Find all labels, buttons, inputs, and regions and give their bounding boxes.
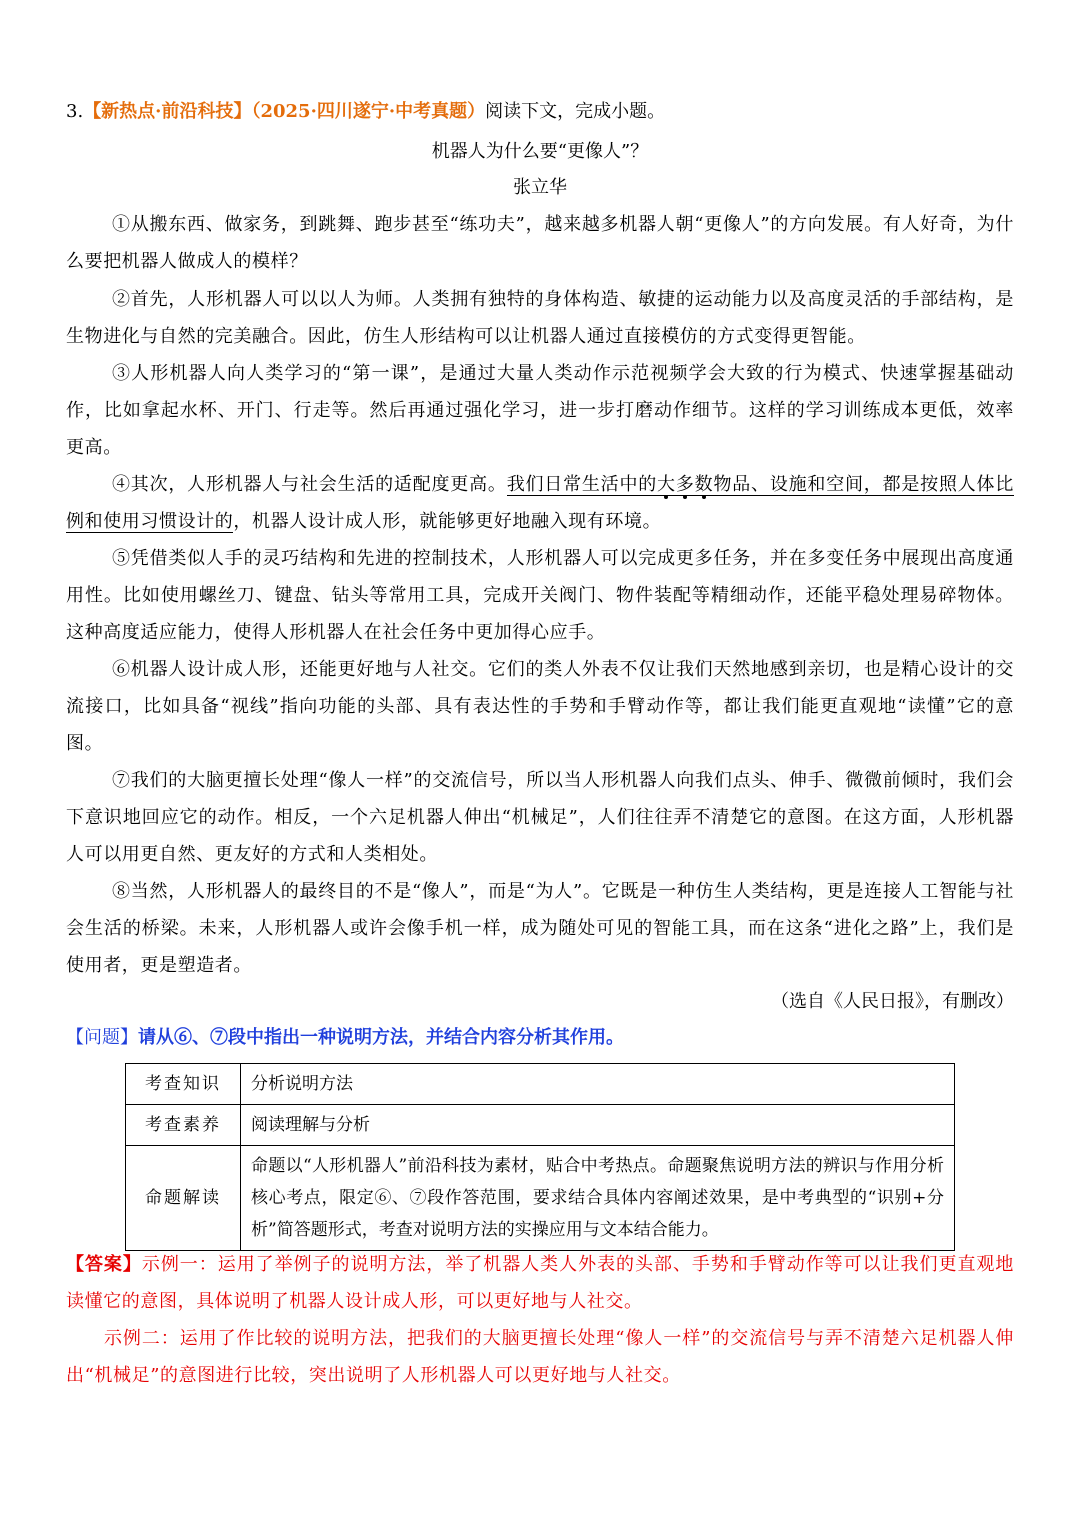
question-text: 请从⑥、⑦段中指出一种说明方法，并结合内容分析其作用。 — [138, 1027, 624, 1048]
answer-example-1-text: 示例一：运用了举例子的说明方法，举了机器人类人外表的头部、手势和手臂动作等可以让我们更直观地读懂它的意图，具体说明了机器人设计成人形，可以更好地与人社交。 — [66, 1254, 1014, 1312]
table-value-cell: 命题以“人形机器人”前沿科技为素材，贴合中考热点。命题聚焦说明方法的辨识与作用分析核心考点，限定⑥、⑦段作答范围，要求结合具体内容阐述效果，是中考典型的“识别+分析”简答题形式，考查对说明方法的实操应用与文本结合能力。 — [241, 1146, 955, 1251]
underlined-sentence-end: 物品、设施和空间，都是按照人体比例和使用习惯设计的 — [66, 474, 1014, 532]
paragraph-4 — [66, 466, 1014, 540]
paragraph-2: ②首先，人形机器人可以以人为师。人类拥有独特的身体构造、敏捷的运动能力以及高度灵活的手部结构，是生物进化与自然的完美融合。因此，仿生人形结构可以让机器人通过直接模仿的方式变得更智能。 — [66, 289, 1014, 347]
paragraph-7: ⑦我们的大脑更擅长处理“像人一样”的交流信号，所以当人形机器人向我们点头、伸手、微微前倾时，我们会下意识地回应它的动作。相反，一个六足机器人伸出“机械足”，人们往往弄不清楚它的意图。在这方面，人形机器人可以用更自然、更友好的方式和人类相处。 — [66, 770, 1014, 865]
question-number: 3. — [66, 101, 84, 122]
paragraph-6: ⑥机器人设计成人形，还能更好地与人社交。它们的类人外表不仅让我们天然地感到亲切，也是精心设计的交流接口，比如具备“视线”指向功能的头部、具有表达性的手势和手臂动作等，都让我们能更直观地“读懂”它的意图。 — [66, 659, 1014, 754]
table-value-cell: 阅读理解与分析 — [241, 1105, 955, 1146]
table-key-cell: 考查素养 — [126, 1105, 241, 1146]
paragraph-4-lead: ④其次，人形机器人与社会生活的适配度更高。 — [112, 474, 507, 495]
hot-topic-tag: 【新热点·前沿科技】 — [83, 101, 252, 122]
question-header — [66, 98, 665, 126]
underlined-sentence-start: 我们日常生活中的 — [506, 474, 658, 495]
question-tag: 【问题】 — [66, 1027, 138, 1048]
answer-example-2: 示例二：运用了作比较的说明方法，把我们的大脑更擅长处理“像人一样”的交流信号与弄不清楚六足机器人伸出“机械足”的意图进行比较，突出说明了人形机器人可以更好地与人社交。 — [66, 1328, 1014, 1386]
question-prompt — [66, 1024, 624, 1052]
table-key-cell: 考查知识 — [126, 1064, 241, 1105]
table-value-cell: 分析说明方法 — [241, 1064, 955, 1105]
table-row — [126, 1105, 955, 1146]
table-row — [126, 1064, 955, 1105]
answer-example-1 — [66, 1246, 1014, 1320]
dotted-char-3: 数 — [694, 474, 714, 495]
table-key-cell: 命题解读 — [126, 1146, 241, 1251]
answer-tag: 【答案】 — [66, 1254, 142, 1275]
table-row — [126, 1146, 955, 1251]
paragraph-3: ③人形机器人向人类学习的“第一课”，是通过大量人类动作示范视频学会大致的行为模式、快速掌握基础动作，比如拿起水杯、开门、行走等。然后再通过强化学习，进一步打磨动作细节。这样的学习训练成本更低，效率更高。 — [66, 363, 1014, 458]
dotted-char-2: 多 — [675, 474, 695, 495]
article-author: 张立华 — [513, 177, 567, 198]
exam-source: （2025·四川遂宁·中考真题） — [251, 101, 486, 122]
instruction-text: 阅读下文，完成小题。 — [485, 101, 666, 122]
dotted-char-1: 大 — [657, 474, 676, 495]
article-source-note: （选自《人民日报》，有删改） — [771, 991, 1014, 1012]
paragraph-1: ①从搬东西、做家务，到跳舞、跑步甚至“练功夫”，越来越多机器人朝“更像人”的方向发展。有人好奇，为什么要把机器人做成人的模样？ — [66, 214, 1014, 272]
analysis-table — [125, 1063, 955, 1251]
paragraph-4-tail: ，机器人设计成人形，就能够更好地融入现有环境。 — [233, 511, 662, 532]
paragraph-8: ⑧当然，人形机器人的最终目的不是“像人”，而是“为人”。它既是一种仿生人类结构，更是连接人工智能与社会生活的桥梁。未来，人形机器人或许会像手机一样，成为随处可见的智能工具，而在这条“进化之路”上，我们是使用者，更是塑造者。 — [66, 881, 1014, 976]
article-title: 机器人为什么要“更像人”？ — [431, 141, 649, 162]
paragraph-5: ⑤凭借类似人手的灵巧结构和先进的控制技术，人形机器人可以完成更多任务，并在多变任务中展现出高度通用性。比如使用螺丝刀、键盘、钻头等常用工具，完成开关阀门、物件装配等精细动作，还能平稳处理易碎物体。这种高度适应能力，使得人形机器人在社会任务中更加得心应手。 — [66, 548, 1014, 643]
